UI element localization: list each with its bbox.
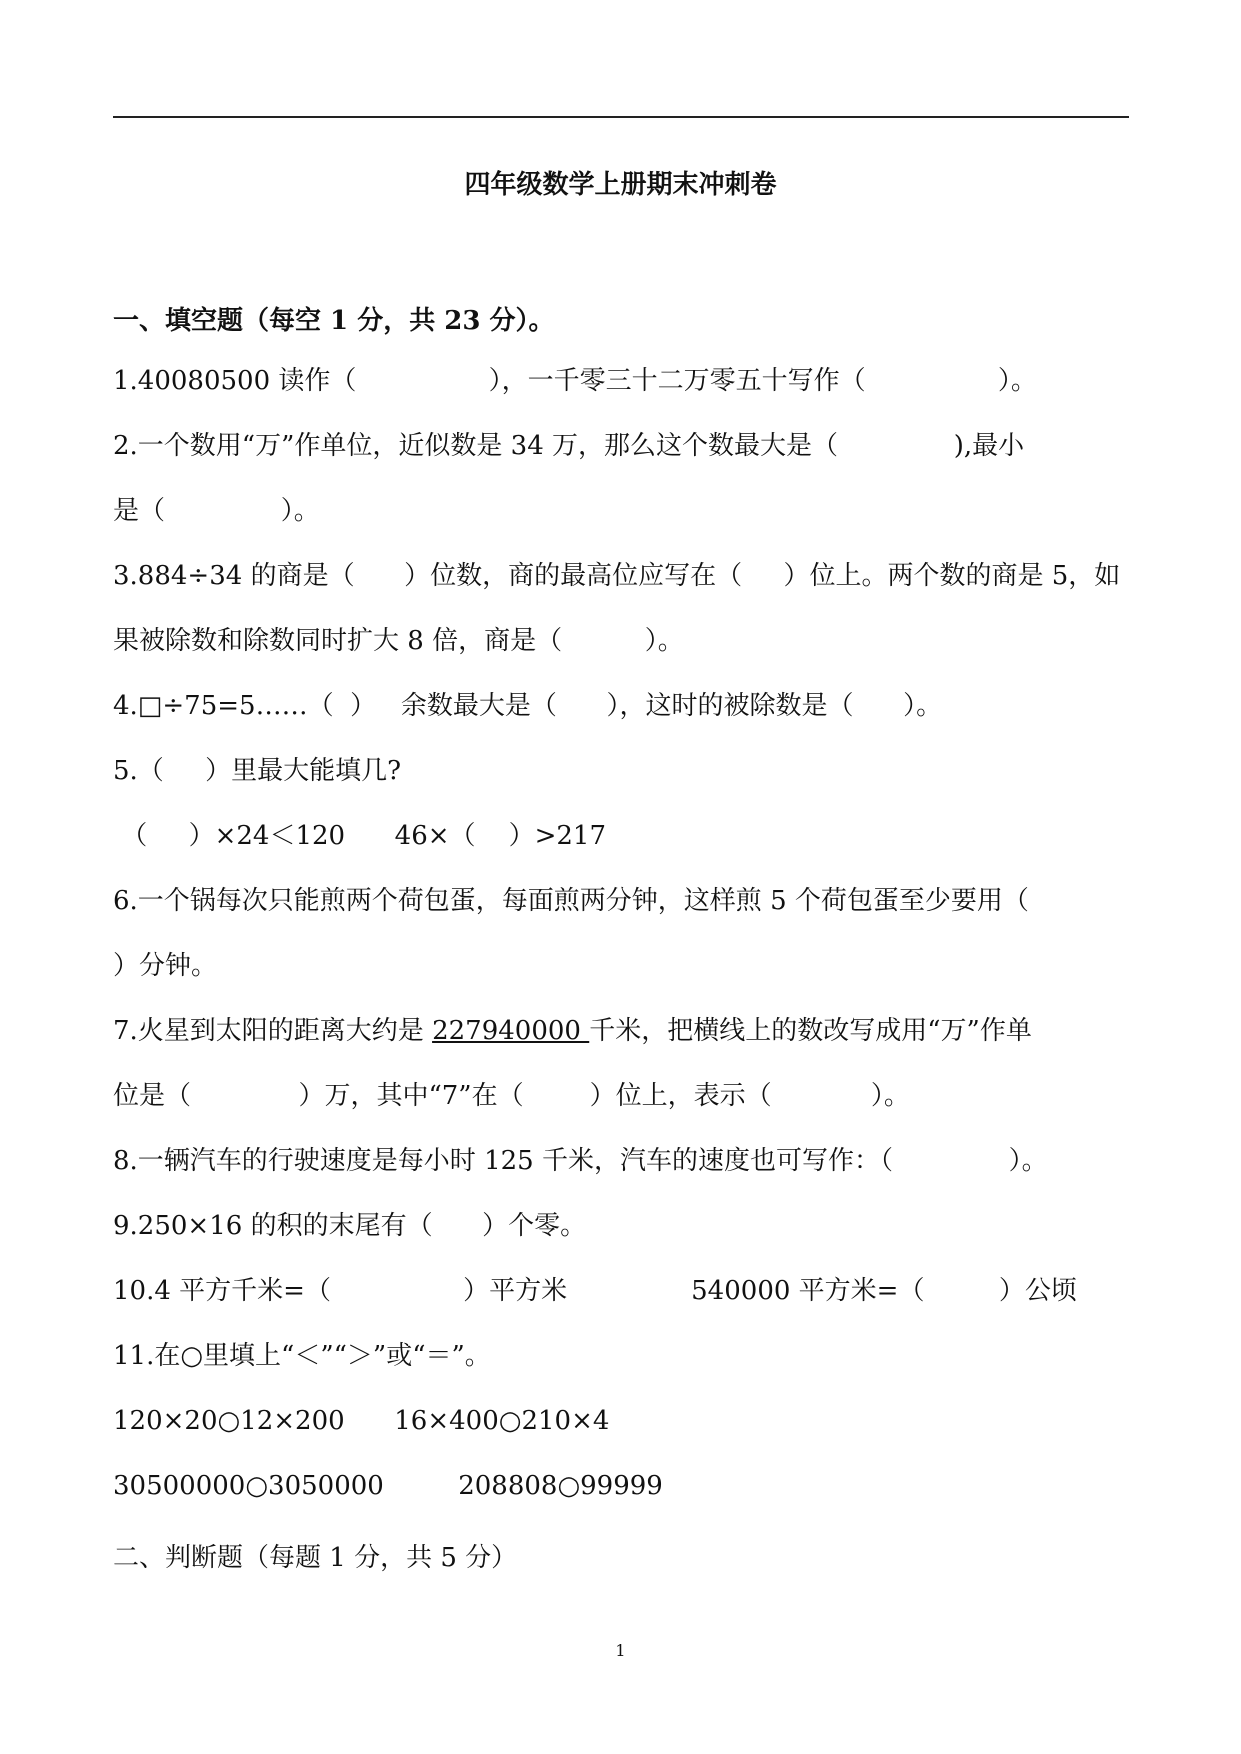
- question-10: 10.4 平方千米=（ ）平方米 540000 平方米=（ ）公顷: [113, 1276, 1077, 1306]
- question-3-line-2: 果被除数和除数同时扩大 8 倍，商是（ ）。: [113, 626, 684, 656]
- page-number: 1: [615, 1641, 626, 1660]
- question-7-line-2: 位是（ ）万，其中“7”在（ ）位上，表示（ ）。: [113, 1081, 910, 1111]
- question-6-line-1: 6.一个锅每次只能煎两个荷包蛋，每面煎两分钟，这样煎 5 个荷包蛋至少要用（: [113, 886, 1029, 916]
- question-3-line-1: 3.884÷34 的商是（ ）位数，商的最高位应写在（ ）位上。两个数的商是 5，如: [113, 561, 1121, 591]
- question-11-row-2: 30500000○3050000 208808○99999: [113, 1471, 663, 1501]
- header-rule: [113, 116, 1129, 118]
- underlined-number: 227940000: [432, 1016, 590, 1046]
- question-7-line-1: [113, 1014, 1032, 1048]
- question-5-line-1: 5.（ ）里最大能填几?: [113, 756, 402, 786]
- question-4: 4.□÷75=5……（ ） 余数最大是（ ），这时的被除数是（ ）。: [113, 691, 943, 721]
- question-9: 9.250×16 的积的末尾有（ ）个零。: [113, 1211, 587, 1241]
- question-8: 8.一辆汽车的行驶速度是每小时 125 千米，汽车的速度也可写作：（ ）。: [113, 1146, 1048, 1176]
- question-7-text-after: 千米，把横线上的数改写成用“万”作单: [589, 1016, 1032, 1046]
- question-1: 1.40080500 读作（ ），一千零三十二万零五十写作（ ）。: [113, 366, 1037, 396]
- section-2-heading: 二、判断题（每题 1 分，共 5 分）: [113, 1543, 518, 1573]
- question-11: 11.在○里填上“＜”“＞”或“＝”。: [113, 1341, 491, 1371]
- question-11-row-1: 120×20○12×200 16×400○210×4: [113, 1406, 610, 1436]
- question-6-line-2: ）分钟。: [113, 951, 218, 981]
- section-1-heading: 一、填空题（每空 1 分，共 23 分）。: [113, 306, 555, 336]
- question-7-text-before: 7.火星到太阳的距离大约是: [113, 1016, 433, 1046]
- page-title: 四年级数学上册期末冲刺卷: [464, 170, 777, 200]
- question-2-line-1: 2.一个数用“万”作单位，近似数是 34 万，那么这个数最大是（ ),最小: [113, 431, 1025, 461]
- question-5-line-2: （ ）×24＜120 46×（ ）>217: [113, 821, 607, 851]
- question-2-line-2: 是（ ）。: [113, 496, 320, 526]
